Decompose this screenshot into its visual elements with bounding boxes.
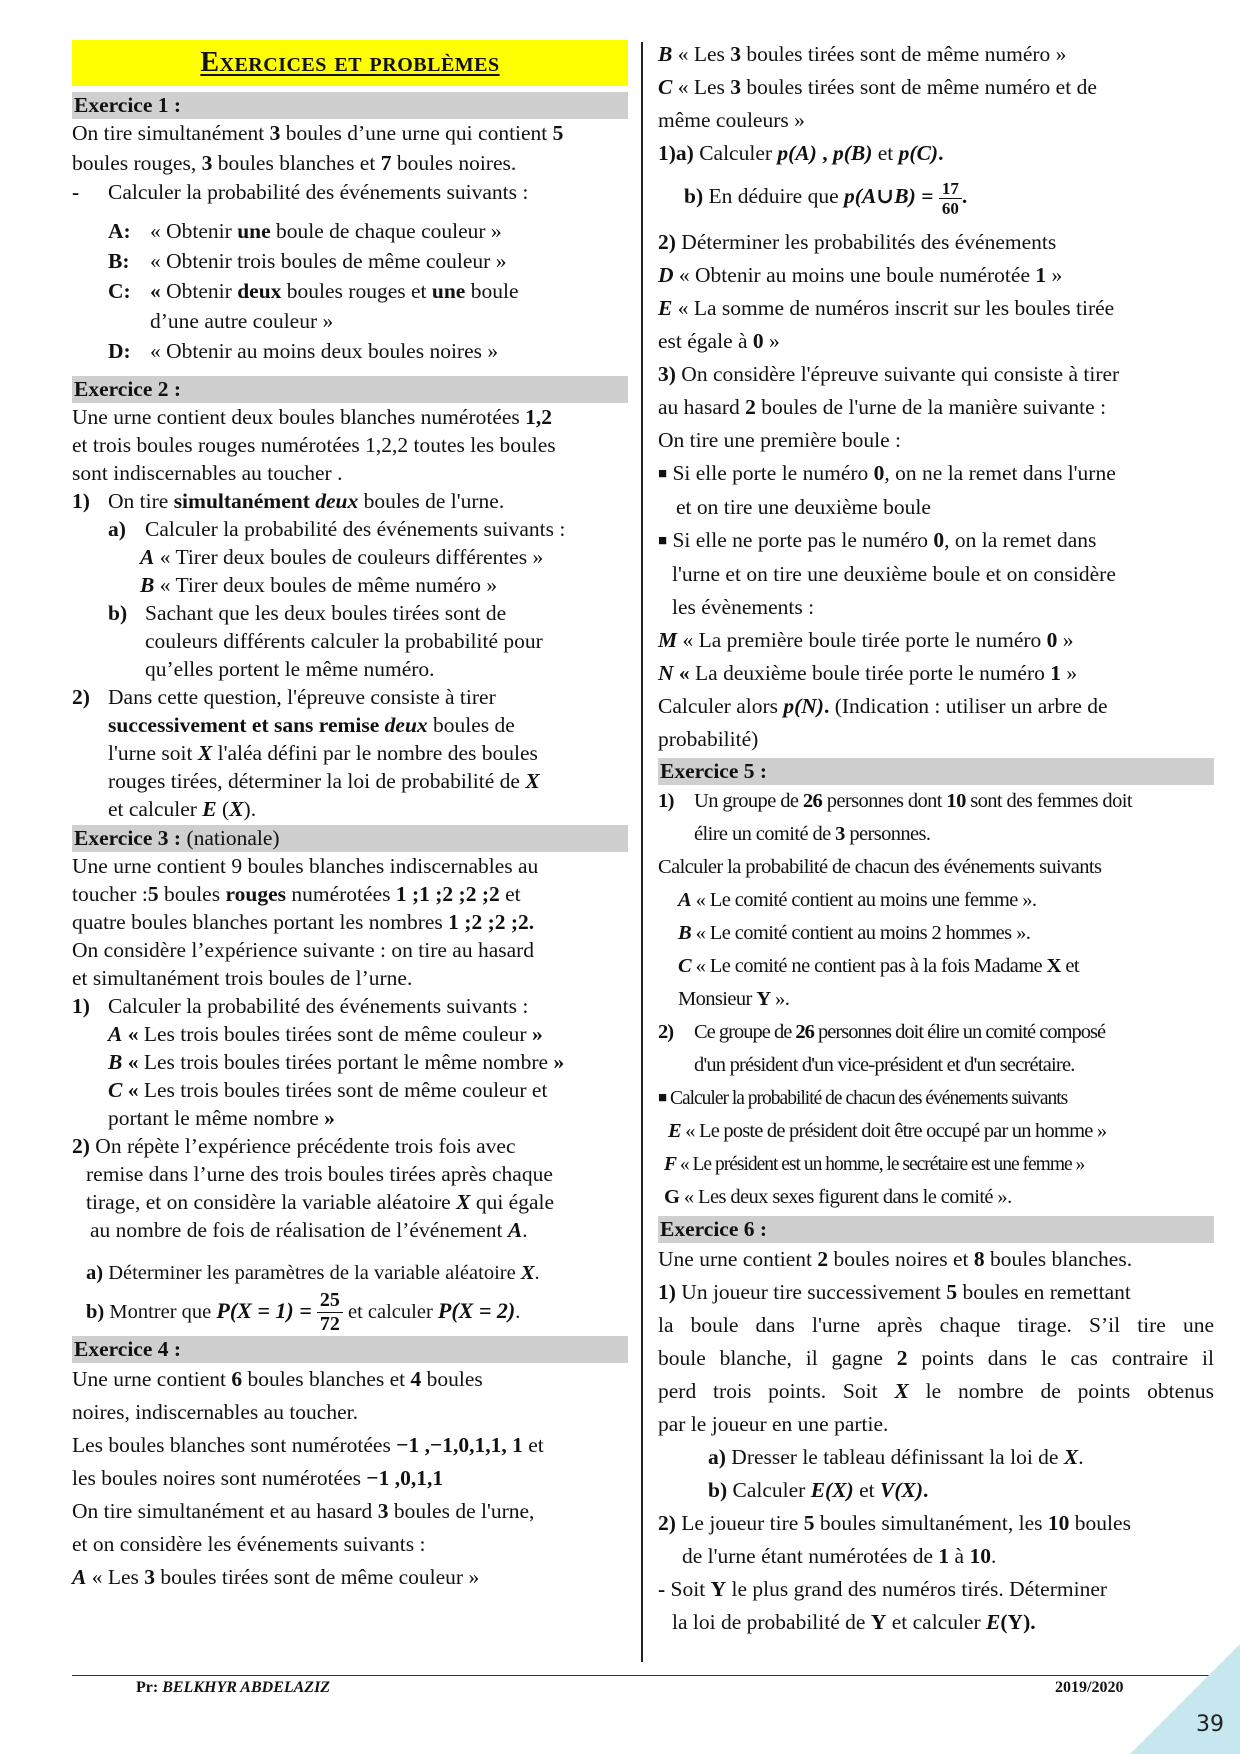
ex4-event-D: D « Obtenir au moins une boule numérotée 1 » — [658, 263, 1063, 287]
ex1-event-B: B: « Obtenir trois boules de même couleur » — [108, 248, 507, 273]
ex3-line: Une urne contient 9 boules blanches indiscernables au — [72, 853, 539, 878]
ex4-q1b: b) En déduire que p(A∪B) = $\frac{17}{60}$ . — [684, 178, 968, 218]
fraction-25-72: $\frac{25}{72}$ — [317, 1289, 343, 1336]
ex6-q1b: b) Calculer E(X) et V(X). — [708, 1478, 929, 1502]
ex5-event-A: A « Le comité contient au moins une femme ». — [678, 889, 1037, 911]
ex2-q2: 2) Dans cette question, l'épreuve consiste à tirer — [72, 684, 496, 709]
exercise-3-header: Exercice 3 : (nationale) — [72, 825, 628, 852]
ex4-line: On tire simultanément et au hasard 3 boules de l'urne, — [72, 1498, 535, 1523]
square-bullet-icon: ■ — [658, 533, 668, 549]
ex6-q2-cont: de l'urne étant numérotées de 1 à 10. — [682, 1544, 997, 1568]
footer-author: Pr: BELKHYR ABDELAZIZ — [136, 1679, 331, 1696]
ex2-q2-cont: l'urne soit X l'aléa défini par le nombre des boules — [108, 740, 538, 765]
ex3-q2-cont: remise dans l’urne des trois boules tirées après chaque — [86, 1161, 553, 1186]
ex4-q1a: 1)a) Calculer p(A) , p(B) et p(C). — [658, 141, 944, 165]
ex2-q2-cont: successivement et sans remise deux boules de — [108, 712, 515, 737]
ex4-q2: 2) Déterminer les probabilités des événements — [658, 230, 1057, 254]
ex5-q1: 1) Un groupe de 26 personnes dont 10 sont des femmes doit — [658, 790, 1132, 812]
ex1-instruction: - Calculer la probabilité des événements suivants : — [72, 180, 529, 204]
ex5-event-C-cont: Monsieur Y ». — [678, 988, 790, 1010]
ex5-calc: Calculer la probabilité de chacun des événements suivants — [658, 856, 1102, 878]
ex2-q2-cont: rouges tirées, déterminer la loi de probabilité de X — [108, 768, 540, 793]
ex5-event-B: B « Le comité contient au moins 2 hommes ». — [678, 922, 1031, 944]
footer-year: 2019/2020 — [1055, 1679, 1124, 1696]
ex1-event-C-cont: d’une autre couleur » — [150, 308, 334, 333]
square-bullet-icon: ■ — [658, 1090, 667, 1106]
ex1-line: boules rouges, 3 boules blanches et 7 boules noires. — [72, 150, 517, 175]
ex2-q1b: b) Sachant que les deux boules tirées sont de — [108, 600, 507, 625]
ex3-event-A: A « Les trois boules tirées sont de même couleur » — [108, 1021, 543, 1046]
ex1-line: On tire simultanément 3 boules d’une urne qui contient 5 — [72, 121, 564, 145]
ex4-q3-cont: au hasard 2 boules de l'urne de la manière suivante : — [658, 395, 1107, 419]
ex3-event-B: B « Les trois boules tirées portant le même nombre » — [108, 1049, 565, 1074]
ex2-line: et trois boules rouges numérotées 1,2,2 toutes les boules — [72, 432, 556, 457]
ex4-line: noires, indiscernables au toucher. — [72, 1399, 358, 1424]
ex6-q1-cont: boule blanche, il gagne 2 points dans le cas contraire il — [658, 1346, 1214, 1370]
page-title: Exercices et problèmes — [72, 40, 628, 86]
ex4-event-E-cont: est égale à 0 » — [658, 329, 780, 353]
ex4-case-2-cont: l'urne et on tire une deuxième boule et on considère — [672, 562, 1116, 586]
ex1-event-A: A: « Obtenir une boule de chaque couleur » — [108, 218, 502, 243]
ex4-event-M: M « La première boule tirée porte le numéro 0 » — [658, 628, 1074, 652]
ex4-calc: Calculer alors p(N). (Indication : utiliser un arbre de — [658, 694, 1108, 718]
ex5-body — [658, 785, 1214, 1214]
ex2-q2-cont: et calculer E (X). — [108, 796, 257, 821]
ex3-event-C-cont: portant le même nombre » — [108, 1105, 335, 1130]
ex5-q1-cont: élire un comité de 3 personnes. — [694, 823, 931, 845]
ex5-event-E: E « Le poste de président doit être occupé par un homme » — [668, 1120, 1107, 1142]
formula-p-x-2: P(X = 2) — [437, 1297, 516, 1323]
ex6-q1-cont: par le joueur en une partie. — [658, 1412, 889, 1436]
ex4-calc-cont: probabilité) — [658, 727, 759, 751]
ex4-event-N: N « La deuxième boule tirée porte le numéro 1 » — [658, 661, 1078, 685]
ex5-q2: 2) Ce groupe de 26 personnes doit élire un comité composé — [658, 1021, 1106, 1043]
ex5-calc2: ■ Calculer la probabilité de chacun des événements suivants — [658, 1088, 1068, 1109]
ex3-q2-cont: au nombre de fois de réalisation de l’événement A. — [90, 1217, 528, 1242]
ex3-line: toucher :5 boules rouges numérotées 1 ;1 ;2 ;2 ;2 et — [72, 881, 521, 906]
ex4-line: Les boules blanches sont numérotées −1 ,−1,0,1,1, 1 et — [72, 1432, 544, 1457]
ex3-line: On considère l’expérience suivante : on tire au hasard — [72, 937, 535, 962]
ex2-q1b-cont: couleurs différents calculer la probabilité pour — [145, 628, 543, 653]
ex2-line: Une urne contient deux boules blanches numérotées 1,2 — [72, 404, 553, 429]
ex4-line: les boules noires sont numérotées −1 ,0,1,1 — [72, 1465, 444, 1490]
ex3-line: quatre boules blanches portant les nombres 1 ;2 ;2 ;2. — [72, 909, 535, 934]
ex6-q3: - Soit Y le plus grand des numéros tirés. Déterminer — [658, 1577, 1108, 1601]
ex5-q2-cont: d'un président d'un vice-président et d'un secrétaire. — [694, 1054, 1075, 1076]
ex4-case-2-cont: les évènements : — [672, 595, 815, 619]
square-bullet-icon: ■ — [658, 466, 668, 482]
ex2-event-A: A « Tirer deux boules de couleurs différentes » — [140, 544, 544, 569]
right-column — [658, 40, 1214, 1639]
ex3-q2: 2) On répète l’expérience précédente trois fois avec — [72, 1133, 516, 1158]
ex2-q1b-cont: qu’elles portent le même numéro. — [145, 656, 435, 681]
ex6-q1: 1) Un joueur tire successivement 5 boules en remettant — [658, 1280, 1131, 1304]
ex6-q1-cont: perd trois points. Soit X le nombre de points obtenus — [658, 1379, 1214, 1403]
ex4-event-A: A « Les 3 boules tirées sont de même couleur » — [72, 1564, 480, 1589]
ex1-event-D: D: « Obtenir au moins deux boules noires » — [108, 338, 499, 363]
formula-p-x-1: P(X = 1) = — [216, 1297, 312, 1323]
ex2-q1: 1) On tire simultanément deux boules de l'urne. — [72, 488, 505, 513]
ex4-case-1: ■ Si elle porte le numéro 0, on ne la remet dans l'urne — [658, 461, 1116, 485]
ex2-event-B: B « Tirer deux boules de même numéro » — [140, 572, 498, 597]
column-divider — [641, 42, 643, 1662]
ex4-line: et on considère les événements suivants : — [72, 1531, 426, 1556]
ex3-event-C: C « Les trois boules tirées sont de même couleur et — [108, 1077, 548, 1102]
ex4-case-1-cont: et on tire une deuxième boule — [676, 495, 931, 519]
ex6-q1a: a) Dresser le tableau définissant la loi de X. — [708, 1445, 1084, 1469]
ex2-q1a: a) Calculer la probabilité des événements suivants : — [108, 516, 566, 541]
ex4-q3-cont: On tire une première boule : — [658, 428, 901, 452]
ex2-line: sont indiscernables au toucher . — [72, 460, 343, 485]
ex3-q2-cont: tirage, et on considère la variable aléatoire X qui égale — [86, 1189, 555, 1214]
ex4-event-C-cont: même couleurs » — [658, 108, 805, 132]
ex1-event-C: C: « Obtenir deux boules rouges et une boule — [108, 278, 519, 303]
ex4-event-B: B « Les 3 boules tirées sont de même numéro » — [658, 42, 1067, 66]
ex6-q3-cont: la loi de probabilité de Y et calculer E(Y). — [672, 1610, 1036, 1634]
exercise-6-header: Exercice 6 : — [658, 1216, 1214, 1243]
ex5-event-C: C « Le comité ne contient pas à la fois Madame X et — [678, 955, 1079, 977]
fraction-17-60: $\frac{17}{60}$ — [939, 179, 962, 218]
ex5-event-G: G « Les deux sexes figurent dans le comité ». — [664, 1186, 1012, 1208]
ex4-event-E: E « La somme de numéros inscrit sur les boules tirée — [658, 296, 1115, 320]
ex6-q1-cont: la boule dans l'urne après chaque tirage. S’il tire une — [658, 1313, 1214, 1337]
left-column — [72, 40, 628, 1594]
exercise-2-header: Exercice 2 : — [72, 376, 628, 403]
ex3-line: et simultanément trois boules de l’urne. — [72, 965, 413, 990]
ex4-line: Une urne contient 6 boules blanches et 4 boules — [72, 1366, 483, 1391]
ex3-q2b: b) Montrer que P(X = 1) = $\frac{25}{72}$ et calculer P(X = 2). — [86, 1289, 521, 1336]
ex6-line: Une urne contient 2 boules noires et 8 boules blanches. — [658, 1247, 1133, 1271]
ex4-case-2: ■ Si elle ne porte pas le numéro 0, on la remet dans — [658, 528, 1097, 552]
ex6-q2: 2) Le joueur tire 5 boules simultanément, les 10 boules — [658, 1511, 1131, 1535]
exercise-1-header: Exercice 1 : — [72, 92, 628, 119]
ex3-q2a: a) Déterminer les paramètres de la variable aléatoire X. — [86, 1261, 540, 1284]
page-number: 39 — [1196, 1712, 1224, 1737]
page-corner-decoration — [1130, 1644, 1240, 1754]
ex5-event-F: F « Le président est un homme, le secrétaire est une femme » — [664, 1154, 1085, 1175]
exercise-4-header: Exercice 4 : — [72, 1336, 628, 1363]
footer-rule — [72, 1675, 1222, 1676]
ex3-q1: 1) Calculer la probabilité des événements suivants : — [72, 993, 529, 1018]
exercise-5-header: Exercice 5 : — [658, 758, 1214, 785]
ex4-q3: 3) On considère l'épreuve suivante qui consiste à tirer — [658, 362, 1120, 386]
ex4-event-C: C « Les 3 boules tirées sont de même numéro et de — [658, 75, 1097, 99]
